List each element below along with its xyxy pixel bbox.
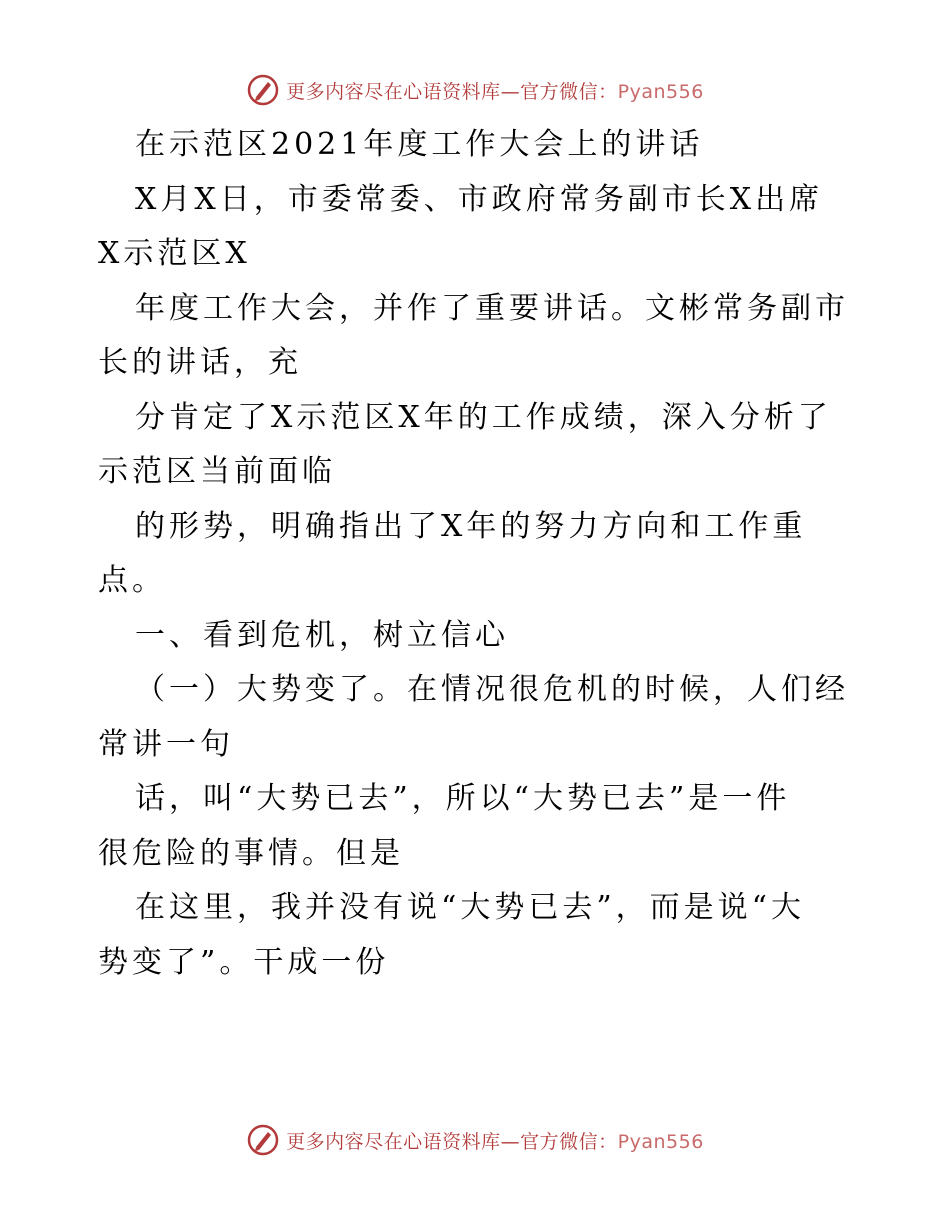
watermark-text: 更多内容尽在心语资料库—官方微信：Pyan556 <box>286 1130 704 1153</box>
paragraph-line: 年度工作大会，并作了重要讲话。文彬常务副市 <box>135 290 849 326</box>
paragraph-line: 分肯定了X示范区X年的工作成绩，深入分析了 <box>135 399 832 435</box>
section-heading: 一、看到危机，树立信心 <box>135 617 509 653</box>
paragraph-line: 势变了”。干成一份 <box>98 944 390 980</box>
paragraph-line: 常讲一句 <box>98 726 234 762</box>
pen-nib-circle-icon <box>246 73 280 107</box>
paragraph-line: 在这里，我并没有说“大势已去”，而是说“大 <box>135 890 806 925</box>
watermark-text: 更多内容尽在心语资料库—官方微信：Pyan556 <box>286 80 704 103</box>
document-title: 在示范区2021年度工作大会上的讲话 <box>135 127 704 162</box>
watermark-wechat-id: Pyan556 <box>617 80 704 103</box>
paragraph-line: 的形势，明确指出了X年的努力方向和工作重 <box>135 508 807 544</box>
paragraph-line: X月X日，市委常委、市政府常务副市长X出席 <box>135 181 824 217</box>
paragraph-line: 很危险的事情。但是 <box>98 835 404 871</box>
paragraph-line: 长的讲话，充 <box>98 345 302 380</box>
watermark-group <box>246 1123 704 1157</box>
paragraph-line: 话，叫“大势已去”，所以“大势已去”是一件 <box>135 781 791 816</box>
watermark-group <box>246 73 704 107</box>
paragraph-line: （一）大势变了。在情况很危机的时候，人们经 <box>135 672 849 707</box>
paragraph-line: 点。 <box>98 563 166 598</box>
paragraph-line: 示范区当前面临 <box>98 454 336 489</box>
paragraph-line: X示范区X <box>98 236 251 271</box>
document-body <box>98 118 858 990</box>
header-watermark <box>0 70 950 110</box>
footer-watermark <box>0 1120 950 1160</box>
pen-nib-circle-icon <box>246 1123 280 1157</box>
watermark-wechat-id: Pyan556 <box>617 1130 704 1153</box>
